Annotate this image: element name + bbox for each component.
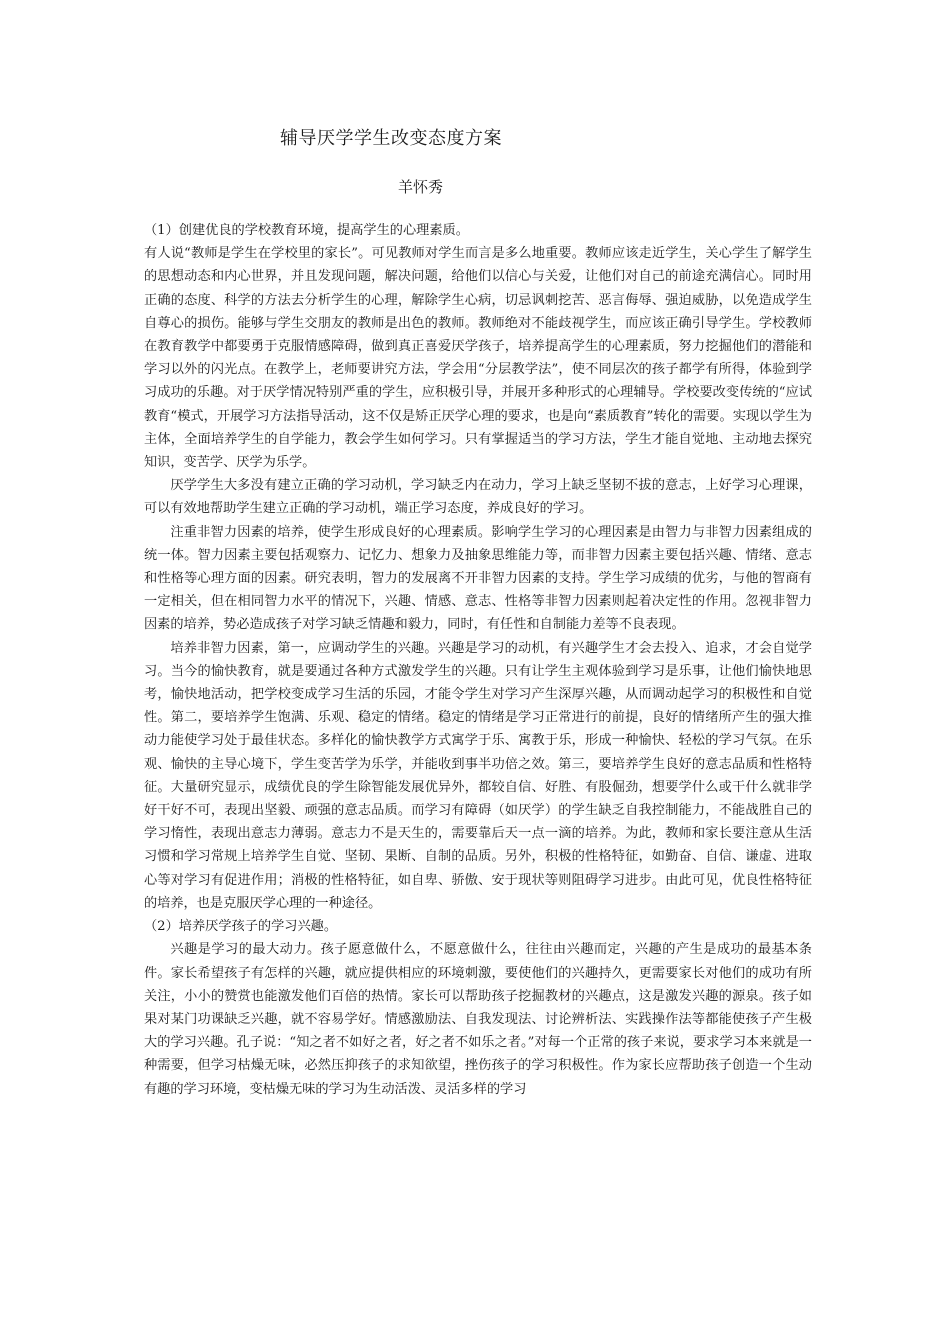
body-paragraph: 培养非智力因素，第一，应调动学生的兴趣。兴趣是学习的动机，有兴趣学生才会去投入、追求，才会自觉学习。当今的愉快教育，就是要通过各种方式激发学生的兴趣。只有让学生主观体验到学习是乐事，让他们愉快地思考，愉快地活动，把学校变成学习生活的乐园，才能令学生对学习产生深厚兴趣，从而调动起学习的积极性和自觉性。第二，要培养学生饱满、乐观、稳定的情绪。稳定的情绪是学习正常进行的前提，良好的情绪所产生的强大推动力能使学习处于最佳状态。多样化的愉快教学方式寓学于乐、寓教于乐，形成一种愉快、轻松的学习气氛。在乐观、愉快的主导心境下，学生变苦学为乐学，并能收到事半功倍之效。第三，要培养学生良好的意志品质和性格特征。大量研究显示，成绩优良的学生除智能发展优异外，都较自信、好胜、有股倔劲，想要学什么或干什么就非学好干好不可，表现出坚毅、顽强的意志品质。而学习有障碍（如厌学）的学生缺乏自我控制能力，不能战胜自己的学习惰性，表现出意志力薄弱。意志力不是天生的，需要靠后天一点一滴的培养。为此，教师和家长要注意从生活习惯和学习常规上培养学生自觉、坚韧、果断、自制的品质。另外，积极的性格特征，如勤奋、自信、谦虚、进取心等对学习有促进作用；消极的性格特征，如自卑、骄傲、安于现状等则阻碍学习进步。由此可见，优良性格特征的培养，也是克服厌学心理的一种途径。 xyxy=(144,640,812,911)
document-title: 辅导厌学学生改变态度方案 xyxy=(280,128,502,149)
body-paragraph: 厌学学生大多没有建立正确的学习动机，学习缺乏内在动力，学习上缺乏坚韧不拔的意志，上好学习心理课，可以有效地帮助学生建立正确的学习动机，端正学习态度，养成良好的学习。 xyxy=(144,478,812,517)
body-paragraph: 注重非智力因素的培养，使学生形成良好的心理素质。影响学生学习的心理因素是由智力与非智力因素组成的统一体。智力因素主要包括观察力、记忆力、想象力及抽象思维能力等，而非智力因素主要包括兴趣、情绪、意志和性格等心理方面的因素。研究表明，智力的发展离不开非智力因素的支持。学生学习成绩的优劣，与他的智商有一定相关，但在相同智力水平的情况下，兴趣、情感、意志、性格等非智力因素则起着决定性的作用。忽视非智力因素的培养，势必造成孩子对学习缺乏情趣和毅力，同时，有任性和自制能力差等不良表现。 xyxy=(144,524,812,633)
body-paragraph: 有人说“教师是学生在学校里的家长”。可见教师对学生而言是多么地重要。教师应该走近学生，关心学生了解学生的思想动态和内心世界，并且发现问题，解决问题，给他们以信心与关爱，让他们对自己的前途充满信心。同时用正确的态度、科学的方法去分析学生的心理，解除学生心病，切忌讽刺挖苦、恶言侮辱、强迫威胁，以免造成学生自尊心的损伤。能够与学生交朋友的教师是出色的教师。教师绝对不能歧视学生，而应该正确引导学生。学校教师在教育教学中都要勇于克服情感障碍，做到真正喜爱厌学孩子，培养提高学生的心理素质，努力挖掘他们的潜能和学习以外的闪光点。在教学上，老师要讲究方法，学会用“分层教学法”，使不同层次的孩子都学有所得，体验到学习成功的乐趣。对于厌学情况特别严重的学生，应积极引导，并展开多种形式的心理辅导。学校要改变传统的“应试教育“模式，开展学习方法指导活动，这不仅是矫正厌学心理的要求，也是向“素质教育”转化的需要。实现以学生为主体，全面培养学生的自学能力，教会学生如何学习。只有掌握适当的学习方法，学生才能自觉地、主动地去探究知识，变苦学、厌学为乐学。 xyxy=(144,246,812,471)
section-heading: （2）培养厌学孩子的学习兴趣。 xyxy=(144,919,338,935)
body-paragraph: 兴趣是学习的最大动力。孩子愿意做什么，不愿意做什么，往往由兴趣而定，兴趣的产生是成功的最基本条件。家长希望孩子有怎样的兴趣，就应提供相应的环境刺激，要使他们的兴趣持久，更需要家长对他们的成功有所关注，小小的赞赏也能激发他们百倍的热情。家长可以帮助孩子挖掘教材的兴趣点，这是激发兴趣的源泉。孩子如果对某门功课缺乏兴趣，就不容易学好。情感激励法、自我发现法、讨论辨析法、实践操作法等都能使孩子产生极大的学习兴趣。孔子说：“知之者不如好之者，好之者不如乐之者。”对每一个正常的孩子来说，要求学习本来就是一种需要，但学习枯燥无味，必然压抑孩子的求知欲望，挫伤孩子的学习积极性。作为家长应帮助孩子创造一个生动有趣的学习环境，变枯燥无味的学习为生动活泼、灵活多样的学习 xyxy=(144,942,812,1097)
document-author: 羊怀秀 xyxy=(398,178,444,196)
document-body xyxy=(144,219,812,1101)
section-heading: （1）创建优良的学校教育环境，提高学生的心理素质。 xyxy=(144,223,469,238)
